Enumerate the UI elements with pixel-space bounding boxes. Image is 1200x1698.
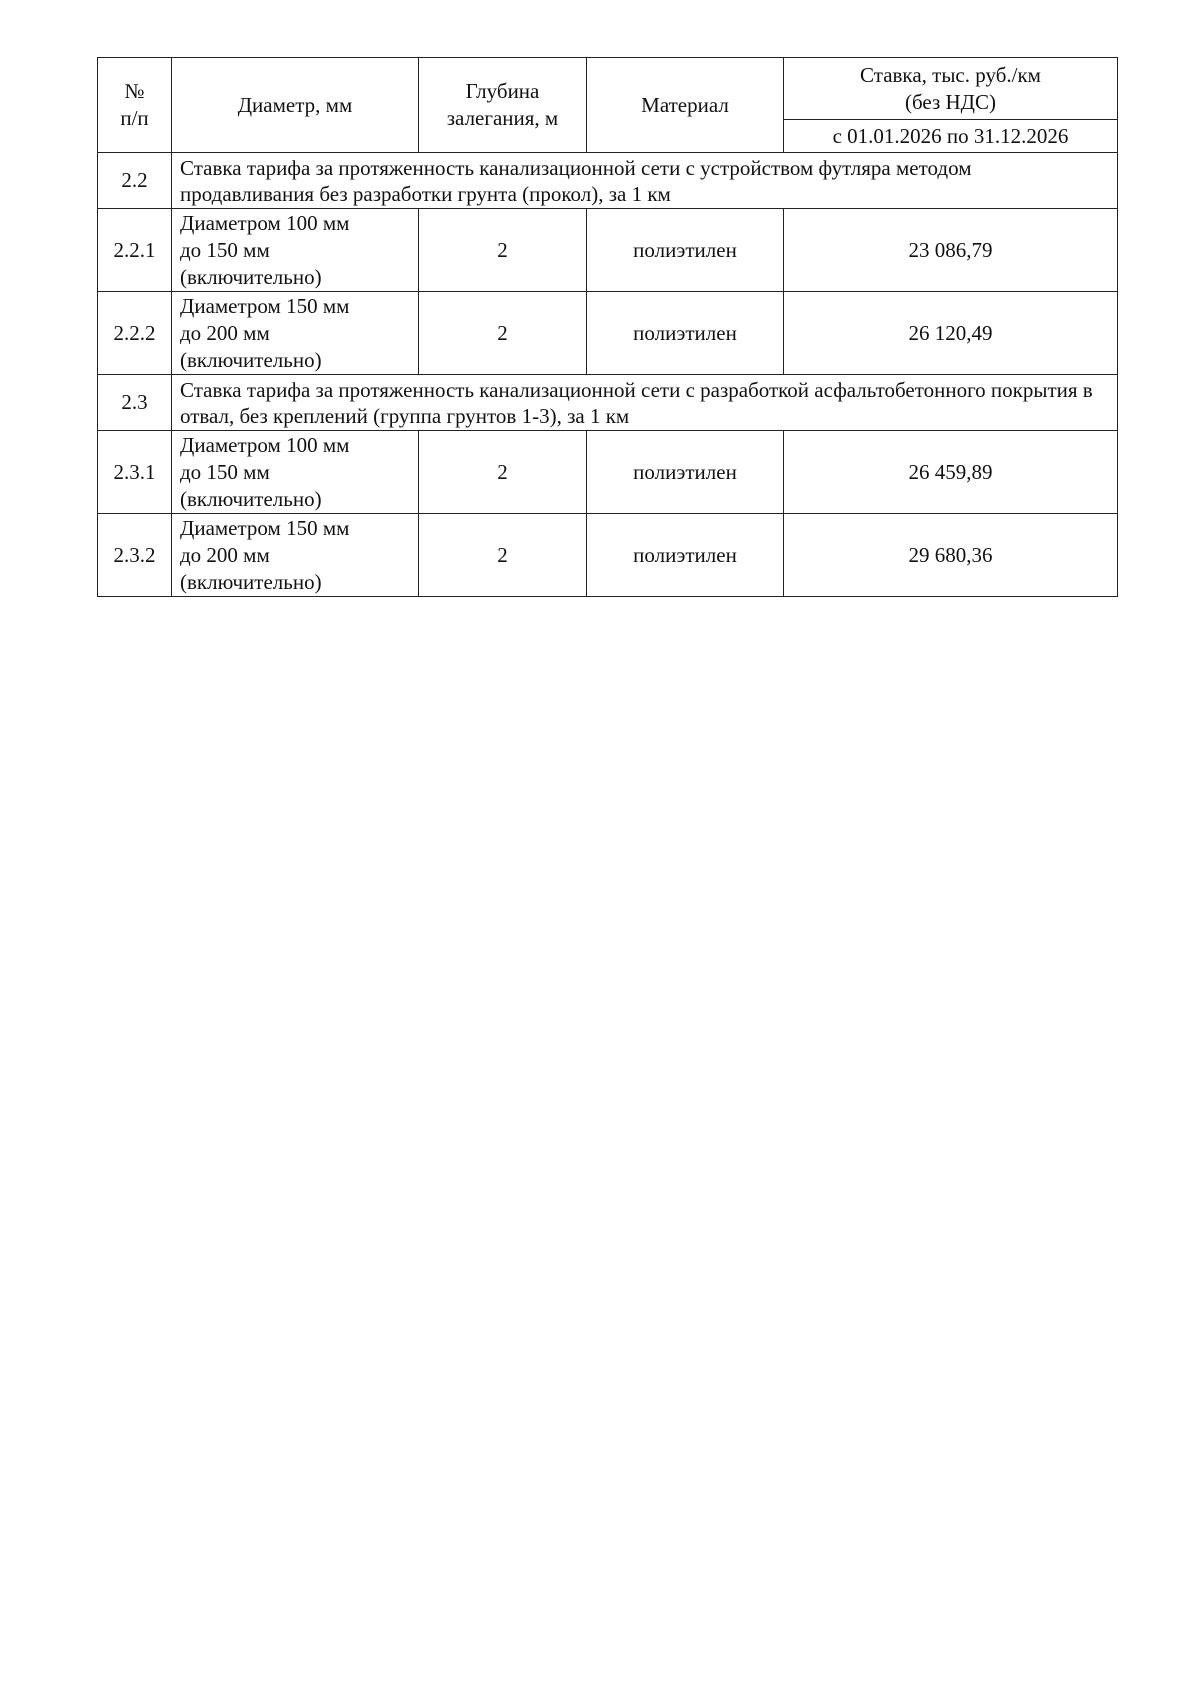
section-row [98, 153, 1118, 209]
row-diameter [172, 292, 419, 375]
row-material: полиэтилен [587, 514, 784, 597]
section-num: 2.2 [98, 153, 172, 209]
header-material: Материал [587, 58, 784, 153]
header-depth [419, 58, 587, 153]
section-num: 2.3 [98, 375, 172, 431]
row-diameter-line: до 150 мм [180, 459, 270, 484]
row-diameter-line: до 150 мм [180, 237, 270, 262]
header-depth-line: залегания, м [446, 106, 559, 130]
header-num-line: № [124, 79, 145, 103]
row-diameter-line: до 200 мм [180, 542, 270, 567]
row-rate: 26 459,89 [784, 431, 1118, 514]
header-num [98, 58, 172, 153]
row-diameter-line: до 200 мм [180, 320, 270, 345]
table-header [98, 58, 1118, 153]
row-diameter-line: (включительно) [180, 486, 322, 511]
header-depth-line: Глубина [465, 79, 540, 103]
row-material: полиэтилен [587, 431, 784, 514]
row-depth: 2 [419, 292, 587, 375]
row-diameter-line: Диаметром 100 мм [180, 432, 350, 457]
row-material: полиэтилен [587, 292, 784, 375]
header-diameter: Диаметр, мм [172, 58, 419, 153]
header-rate-line: Ставка, тыс. руб./км [860, 62, 1041, 87]
row-diameter-line: Диаметром 100 мм [180, 210, 350, 235]
row-rate: 26 120,49 [784, 292, 1118, 375]
row-depth: 2 [419, 431, 587, 514]
row-diameter [172, 209, 419, 292]
row-diameter-line: (включительно) [180, 347, 322, 372]
row-rate: 23 086,79 [784, 209, 1118, 292]
table-row [98, 514, 1118, 597]
tariff-table [97, 57, 1118, 597]
row-num: 2.3.1 [98, 431, 172, 514]
row-diameter-line: (включительно) [180, 569, 322, 594]
table-row [98, 209, 1118, 292]
section-title: Ставка тарифа за протяженность канализационной сети с разработкой асфальтобетонного покрытия в отвал, без креплений (группа грунтов 1-3), за 1 км [172, 375, 1118, 431]
row-diameter [172, 431, 419, 514]
row-num: 2.2.2 [98, 292, 172, 375]
header-rate-line: (без НДС) [904, 89, 996, 114]
row-depth: 2 [419, 514, 587, 597]
row-depth: 2 [419, 209, 587, 292]
header-num-line: п/п [120, 106, 149, 130]
row-diameter-line: Диаметром 150 мм [180, 293, 350, 318]
header-period: с 01.01.2026 по 31.12.2026 [784, 120, 1118, 153]
table-row [98, 431, 1118, 514]
table-row [98, 292, 1118, 375]
row-material: полиэтилен [587, 209, 784, 292]
section-row [98, 375, 1118, 431]
row-num: 2.3.2 [98, 514, 172, 597]
row-diameter [172, 514, 419, 597]
row-diameter-line: (включительно) [180, 264, 322, 289]
section-title: Ставка тарифа за протяженность канализационной сети с устройством футляра методом продавливания без разработки грунта (прокол), за 1 км [172, 153, 1118, 209]
row-diameter-line: Диаметром 150 мм [180, 515, 350, 540]
row-rate: 29 680,36 [784, 514, 1118, 597]
row-num: 2.2.1 [98, 209, 172, 292]
table-body [98, 153, 1118, 597]
header-rate [784, 58, 1118, 120]
